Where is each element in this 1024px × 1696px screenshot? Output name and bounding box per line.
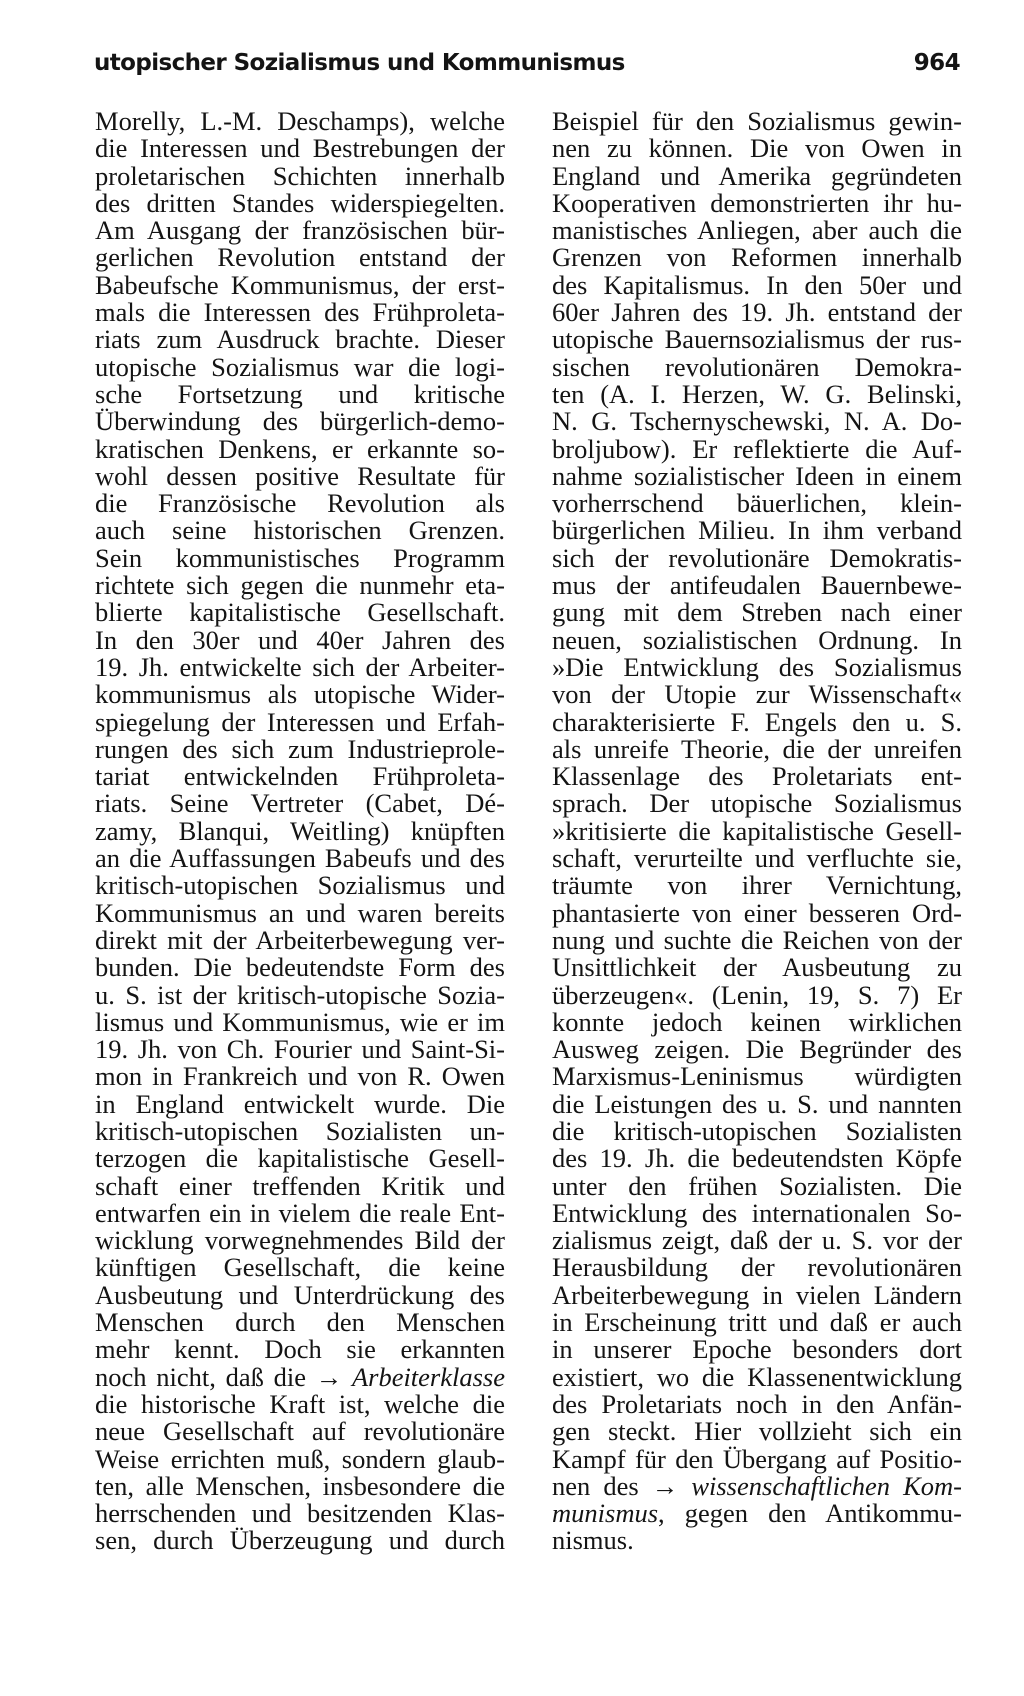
right-text-column: [552, 108, 962, 1555]
text-line-content: mus der antifeudalen Bauernbewe-: [552, 570, 962, 601]
text-line-content: Marxismus-Leninismus würdigten: [552, 1061, 962, 1092]
cross-reference-link[interactable]: wissenschaftlichen Kom-: [691, 1470, 963, 1501]
text-line-content: als unreife Theorie, die der unreifen: [552, 733, 962, 764]
cross-reference-link[interactable]: Arbeiterklasse: [351, 1361, 506, 1392]
text-line-content: entwarfen ein in vielem die reale Ent-: [95, 1197, 505, 1228]
text-line-content: bunden. Die bedeutendste Form des: [95, 952, 505, 983]
text-line: [552, 1063, 962, 1090]
text-line-content: mon in Frankreich und von R. Owen: [95, 1061, 505, 1092]
text-line: [95, 897, 505, 928]
text-line-content: nung und suchte die Reichen von der: [552, 924, 962, 955]
text-line-content: ten (A. I. Herzen, W. G. Belinski,: [552, 378, 962, 409]
text-line-content: Arbeiterbewegung in vielen Ländern: [552, 1279, 962, 1310]
text-line-content: nen des: [552, 1470, 639, 1501]
text-line-content: herrschenden und besitzenden Klas-: [95, 1498, 505, 1529]
text-line-content: Weise errichten muß, sondern glaub-: [95, 1443, 505, 1474]
text-line: [552, 160, 962, 191]
text-line: [552, 763, 962, 790]
text-line-content: nahme sozialistischer Ideen in einem: [552, 460, 962, 491]
text-line: [552, 1527, 962, 1554]
text-line-content: existiert, wo die Klassenentwicklung: [552, 1361, 962, 1392]
text-line-content: in England entwickelt wurde. Die: [95, 1088, 505, 1119]
text-line-content: überzeugen«. (Lenin, 19, S. 7) Er: [552, 979, 962, 1010]
text-line: [95, 706, 505, 737]
text-line-content: in unserer Epoche besonders dort: [552, 1334, 962, 1365]
text-line: [552, 897, 962, 928]
text-line-content: unter den frühen Sozialisten. Die: [552, 1170, 962, 1201]
text-line: [552, 542, 962, 573]
text-line: [95, 1388, 505, 1419]
text-line-content: 60er Jahren des 19. Jh. entstand der: [552, 297, 962, 328]
text-line: [95, 1418, 505, 1445]
text-line: [95, 845, 505, 872]
text-line-content: Menschen durch den Menschen: [95, 1307, 505, 1338]
text-line: [552, 624, 962, 655]
text-line-content: träumte von ihrer Vernichtung,: [552, 870, 962, 901]
text-line-content: zamy, Blanqui, Weitling) knüpften: [95, 815, 505, 846]
text-line-content: wicklung vorwegnehmendes Bild der: [95, 1225, 505, 1256]
text-line-content: rungen des sich zum Industrieprole-: [95, 733, 505, 764]
text-line-content: Am Ausgang der französischen bür-: [95, 215, 505, 246]
text-line: [95, 244, 505, 271]
text-line-content: wohl dessen positive Resultate für: [95, 460, 505, 491]
text-line-content: utopische Sozialismus war die logi-: [95, 351, 505, 382]
text-line: [552, 517, 962, 544]
text-line: [95, 187, 505, 218]
text-line: [95, 1500, 505, 1527]
text-line-content: sischen revolutionären Demokra-: [552, 351, 962, 382]
text-line: [552, 1500, 962, 1527]
text-line: [552, 1309, 962, 1336]
text-line: [95, 599, 505, 626]
text-line: [95, 1309, 505, 1336]
text-line: [552, 1115, 962, 1146]
text-line: [95, 872, 505, 899]
text-line: [95, 135, 505, 162]
text-line: [552, 1254, 962, 1281]
text-line-content: 19. Jh. von Ch. Fourier und Saint-Si-: [95, 1034, 505, 1065]
text-line: [552, 326, 962, 353]
text-line: [552, 433, 962, 464]
text-line: [552, 269, 962, 300]
text-line: [552, 244, 962, 271]
text-line-content: des Kapitalismus. In den 50er und: [552, 269, 962, 300]
text-line: [95, 1063, 505, 1090]
text-line: [95, 542, 505, 573]
text-line-content: kommunismus als utopische Wider-: [95, 679, 505, 710]
text-line-content: Klassenlage des Proletariats ent-: [552, 761, 962, 792]
text-line-content: mehr kennt. Doch sie erkannten: [95, 1334, 505, 1365]
text-line-content: richtete sich gegen die nunmehr eta-: [95, 570, 505, 601]
text-line: [95, 1006, 505, 1037]
text-line: [95, 326, 505, 353]
text-line: [95, 1197, 505, 1228]
text-line-content: konnte jedoch keinen wirklichen: [552, 1006, 962, 1037]
text-line: [552, 1418, 962, 1445]
text-line-content: N. G. Tschernyschewski, N. A. Do-: [552, 406, 962, 437]
text-line: [95, 1036, 505, 1063]
text-line: [95, 624, 505, 655]
text-line-content: kritisch-utopischen Sozialisten un-: [95, 1115, 505, 1146]
text-line: [95, 651, 505, 682]
text-line-content: England und Amerika gegründeten: [552, 160, 962, 191]
text-line: [552, 187, 962, 218]
text-line-content: nen zu können. Die von Owen in: [552, 133, 962, 164]
text-line: [95, 1145, 505, 1172]
text-line: [95, 681, 505, 708]
text-line-content: Unsittlichkeit der Ausbeutung zu: [552, 952, 962, 983]
text-line: [95, 1443, 505, 1474]
running-head: [94, 50, 962, 90]
text-line-content: die kritisch-utopischen Sozialisten: [552, 1115, 962, 1146]
text-line-content: charakterisierte F. Engels den u. S.: [552, 706, 962, 737]
text-line-content: nismus.: [552, 1525, 634, 1556]
text-line: [552, 1388, 962, 1419]
text-line: [95, 1170, 505, 1201]
text-line: [95, 763, 505, 790]
text-line-content: die Interessen und Bestrebungen der: [95, 133, 505, 164]
text-line-content: gung mit dem Streben nach einer: [552, 597, 962, 628]
text-line-content: neue Gesellschaft auf revolutionäre: [95, 1416, 505, 1447]
text-line-content: riats zum Ausdruck brachte. Dieser: [95, 324, 505, 355]
text-line: [95, 1279, 505, 1310]
text-line: [95, 217, 505, 244]
text-line: [95, 160, 505, 191]
text-line: [95, 108, 505, 135]
text-line-content: Babeufsche Kommunismus, der erst-: [95, 269, 505, 300]
page-number: 964: [913, 50, 960, 76]
text-line: [552, 651, 962, 682]
text-line: [95, 1115, 505, 1146]
text-line: [95, 924, 505, 955]
text-line-content: die historische Kraft ist, welche die: [95, 1388, 505, 1419]
text-line: [95, 1361, 506, 1392]
text-line: [552, 1006, 962, 1037]
text-line: [552, 572, 962, 599]
text-line-content: terzogen die kapitalistische Gesell-: [95, 1143, 505, 1174]
text-line-content: u. S. ist der kritisch-utopische Sozia-: [95, 979, 505, 1010]
text-line-content: von der Utopie zur Wissenschaft«: [552, 679, 962, 710]
text-line: [552, 979, 962, 1010]
text-line-content: Grenzen von Reformen innerhalb: [552, 242, 962, 273]
text-line: [95, 572, 505, 599]
text-line-content: an die Auffassungen Babeufs und des: [95, 843, 505, 874]
text-line: [552, 599, 962, 626]
text-line: [552, 299, 962, 326]
text-line-content: künftigen Gesellschaft, die keine: [95, 1252, 505, 1283]
text-line-content: des dritten Standes widerspiegelten.: [95, 187, 505, 218]
text-line: [552, 217, 962, 244]
text-line-content: gerlichen Revolution entstand der: [95, 242, 505, 273]
text-line-content: schaft einer treffenden Kritik und: [95, 1170, 505, 1201]
text-line: [552, 408, 962, 435]
text-line: [552, 1470, 963, 1501]
text-line: [552, 733, 962, 764]
text-line: [552, 1170, 962, 1201]
left-text-column: [95, 108, 505, 1555]
text-line-content: Beispiel für den Sozialismus gewin-: [552, 106, 962, 136]
text-line-content: die Leistungen des u. S. und nannten: [552, 1088, 962, 1119]
text-line-content: zialismus zeigt, daß der u. S. vor der: [552, 1225, 962, 1256]
text-line: [552, 790, 962, 817]
text-line-content: Kooperativen demonstrierten ihr hu-: [552, 187, 962, 218]
text-line-content: manistisches Anliegen, aber auch die: [552, 215, 962, 246]
text-line-content: schaft, verurteilte und verfluchte sie,: [552, 843, 962, 874]
text-line: [552, 108, 962, 135]
text-line: [95, 408, 505, 435]
text-line-content: mals die Interessen des Frühproleta-: [95, 297, 505, 328]
text-line: [552, 1036, 962, 1063]
text-line-content: munismus, gegen den Antikommu-: [552, 1498, 962, 1529]
text-line: [95, 733, 505, 764]
text-line: [95, 1470, 505, 1501]
text-line: [95, 1336, 505, 1363]
text-line: [552, 378, 962, 409]
text-line-content: sprach. Der utopische Sozialismus: [552, 788, 962, 819]
text-line-content: Ausweg zeigen. Die Begründer des: [552, 1034, 962, 1065]
text-line: [552, 1361, 962, 1392]
text-line-content: In den 30er und 40er Jahren des: [95, 624, 505, 655]
text-line-content: »Die Entwicklung des Sozialismus: [552, 651, 962, 682]
text-line: [552, 872, 962, 899]
text-line-content: direkt mit der Arbeiterbewegung ver-: [95, 924, 505, 955]
text-line-content: auch seine historischen Grenzen.: [95, 515, 505, 546]
text-line-content: des 19. Jh. die bedeutendsten Köpfe: [552, 1143, 962, 1174]
text-line-content: Entwicklung des internationalen So-: [552, 1197, 962, 1228]
text-line-content: bürgerlichen Milieu. In ihm verband: [552, 515, 962, 546]
text-line: [552, 1336, 962, 1363]
text-line: [95, 517, 505, 544]
text-line-content: Überwindung des bürgerlich-demo-: [95, 406, 505, 437]
text-line-content: lismus und Kommunismus, wie er im: [95, 1006, 505, 1037]
text-line-content: gen steckt. Hier vollzieht sich ein: [552, 1416, 962, 1447]
text-line-content: utopische Bauernsozialismus der rus-: [552, 324, 962, 355]
text-line: [552, 135, 962, 162]
text-line-content: kritisch-utopischen Sozialismus und: [95, 870, 505, 901]
text-line-content: tariat entwickelnden Frühproleta-: [95, 761, 505, 792]
text-line: [552, 351, 962, 382]
text-line-content: phantasierte von einer besseren Ord-: [552, 897, 962, 928]
cross-reference-arrow-icon: →: [315, 1361, 343, 1392]
text-line-content: neuen, sozialistischen Ordnung. In: [552, 624, 962, 655]
text-line-content: Sein kommunistisches Programm: [95, 542, 505, 573]
text-line-content: sen, durch Überzeugung und durch: [95, 1525, 505, 1556]
text-line: [95, 790, 505, 817]
text-line-content: Morelly, L.-M. Deschamps), welche: [95, 106, 505, 136]
text-line: [95, 954, 505, 981]
text-line-content: vorherrschend bäuerlichen, klein-: [552, 488, 962, 519]
text-line: [95, 433, 505, 464]
text-line-content: sich der revolutionäre Demokratis-: [552, 542, 962, 573]
text-line-content: noch nicht, daß die: [95, 1361, 306, 1392]
text-line: [95, 1088, 505, 1119]
text-line: [95, 378, 505, 409]
text-line: [95, 979, 505, 1010]
text-line: [552, 1088, 962, 1119]
text-line: [552, 845, 962, 872]
text-line: [552, 681, 962, 708]
text-line-content: in Erscheinung tritt und daß er auch: [552, 1307, 962, 1338]
text-line-content: die Französische Revolution als: [95, 488, 505, 519]
text-line-content: riats. Seine Vertreter (Cabet, Dé-: [95, 788, 505, 819]
text-line: [95, 815, 505, 846]
text-line-content: kratischen Denkens, er erkannte so-: [95, 433, 505, 464]
text-line-content: Herausbildung der revolutionären: [552, 1252, 962, 1283]
text-line-content: broljubow). Er reflektierte die Auf-: [552, 433, 962, 464]
text-line: [95, 1527, 505, 1554]
text-line-content: blierte kapitalistische Gesellschaft.: [95, 597, 505, 628]
text-line: [552, 1443, 962, 1474]
text-line: [95, 490, 505, 517]
text-line-content: ten, alle Menschen, insbesondere die: [95, 1470, 505, 1501]
cross-reference-link-continuation[interactable]: munismus: [552, 1498, 659, 1529]
text-line: [552, 1197, 962, 1228]
running-head-title: utopischer Sozialismus und Kommunismus: [94, 50, 625, 76]
text-line: [552, 954, 962, 981]
text-line-content: Ausbeutung und Unterdrückung des: [95, 1279, 505, 1310]
text-line: [552, 460, 962, 491]
text-line-content: des Proletariats noch in den Anfän-: [552, 1388, 962, 1419]
text-line: [95, 351, 505, 382]
text-line-content: Kommunismus an und waren bereits: [95, 897, 505, 928]
text-line-content: sche Fortsetzung und kritische: [95, 378, 505, 409]
text-line: [95, 269, 505, 300]
text-line: [552, 815, 962, 846]
text-line-content: proletarischen Schichten innerhalb: [95, 160, 505, 191]
text-line: [552, 490, 962, 517]
text-line: [552, 1227, 962, 1254]
text-line: [95, 1227, 505, 1254]
text-line: [95, 460, 505, 491]
text-line-content: spiegelung der Interessen und Erfah-: [95, 706, 505, 737]
text-line: [552, 1279, 962, 1310]
text-line: [552, 1145, 962, 1172]
text-line: [95, 1254, 505, 1281]
text-line: [552, 924, 962, 955]
text-line: [95, 299, 505, 326]
text-line-content: 19. Jh. entwickelte sich der Arbeiter-: [95, 651, 505, 682]
text-line: [552, 706, 962, 737]
text-line-content: Kampf für den Übergang auf Positio-: [552, 1443, 962, 1474]
text-line-content: »kritisierte die kapitalistische Gesell-: [552, 815, 962, 846]
cross-reference-arrow-icon: →: [651, 1470, 679, 1501]
